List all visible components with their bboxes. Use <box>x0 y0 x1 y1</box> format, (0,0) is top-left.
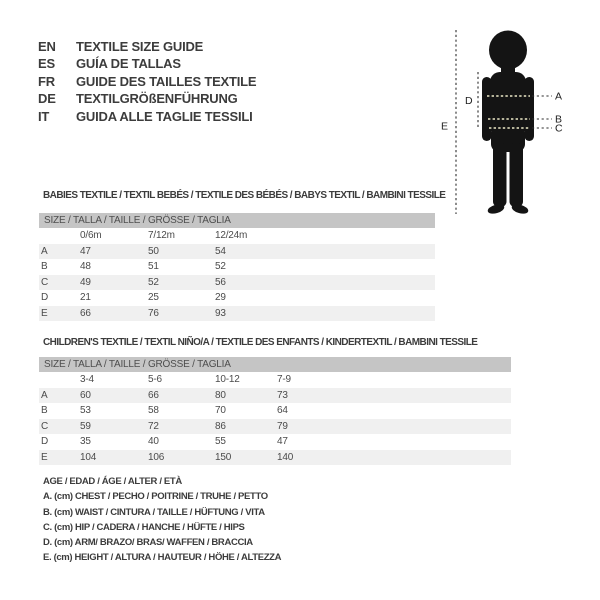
row-label: B <box>41 261 48 272</box>
table-row <box>39 306 435 322</box>
language-row <box>38 108 256 125</box>
children-size-table <box>39 357 511 465</box>
row-label: D <box>41 292 49 303</box>
cell-value: 21 <box>80 292 91 303</box>
table-col-header: 3-4 <box>80 374 94 385</box>
children-size-header-bar: SIZE / TALLA / TAILLE / GRÖSSE / TAGLIA <box>39 357 511 372</box>
language-list <box>38 38 256 125</box>
cell-value: 40 <box>148 436 159 447</box>
table-col-header: 7/12m <box>148 230 175 241</box>
measurement-legend <box>43 474 281 566</box>
cell-value: 140 <box>277 451 294 463</box>
row-label <box>39 228 77 244</box>
cell-value: 56 <box>215 276 226 288</box>
legend-item: D. (cm) ARM/ BRAZO/ BRAS/ WAFFEN / BRACCIA <box>43 537 253 549</box>
cell-value: 54 <box>215 245 226 257</box>
cell-value: 49 <box>80 276 91 288</box>
table-row <box>39 290 435 306</box>
table-row <box>39 403 511 419</box>
cell-value: 93 <box>215 307 226 319</box>
cell-value: 106 <box>148 451 165 463</box>
cell-value: 60 <box>80 389 91 401</box>
language-row <box>38 38 256 55</box>
row-label: C <box>41 420 49 432</box>
table-row <box>39 275 435 291</box>
language-title: TEXTILE SIZE GUIDE <box>76 39 204 54</box>
language-row <box>38 73 256 90</box>
legend-item: B. (cm) WAIST / CINTURA / TAILLE / HÜFTUNG / VITA <box>43 506 265 518</box>
row-label: A <box>41 245 48 257</box>
legend-item: E. (cm) HEIGHT / ALTURA / HAUTEUR / HÖHE / ALTEZZA <box>43 552 282 564</box>
language-code: FR <box>38 73 55 89</box>
cell-value: 52 <box>148 276 159 288</box>
table-row <box>39 228 435 244</box>
table-col-header: 10-12 <box>215 374 240 385</box>
language-row <box>38 55 256 72</box>
table-row <box>39 244 435 260</box>
language-title: GUIDE DES TAILLES TEXTILE <box>76 73 257 89</box>
age-heading: AGE / EDAD / ÁGE / ALTER / ETÀ <box>43 476 182 487</box>
legend-item: A. (cm) CHEST / PECHO / POITRINE / TRUHE / PETTO <box>43 491 268 503</box>
cell-value: 66 <box>80 307 91 319</box>
label-arm-d: D <box>465 95 473 107</box>
cell-value: 73 <box>277 389 288 401</box>
child-silhouette-icon <box>482 31 534 216</box>
cell-value: 55 <box>215 436 226 447</box>
table-col-header: 12/24m <box>215 230 248 241</box>
language-title: GUÍA DE TALLAS <box>76 56 181 72</box>
cell-value: 59 <box>80 420 91 432</box>
language-title: GUIDA ALLE TAGLIE TESSILI <box>76 108 253 124</box>
label-height-e: E <box>441 120 449 133</box>
cell-value: 72 <box>148 420 159 432</box>
row-label: D <box>41 436 49 447</box>
label-chest-a: A <box>555 90 563 103</box>
cell-value: 76 <box>148 307 159 319</box>
cell-value: 70 <box>215 405 226 416</box>
cell-value: 66 <box>148 389 159 401</box>
cell-value: 86 <box>215 420 226 432</box>
cell-value: 104 <box>80 451 97 463</box>
cell-value: 47 <box>80 245 91 257</box>
row-label: E <box>41 451 48 463</box>
language-title: TEXTILGRÖßENFÜHRUNG <box>76 91 238 107</box>
cell-value: 35 <box>80 436 91 447</box>
babies-section-title: BABIES TEXTILE / TEXTIL BEBÉS / TEXTILE DES BÉBÉS / BABYS TEXTIL / BAMBINI TESSILE <box>43 190 446 201</box>
table-row <box>39 434 511 450</box>
table-row <box>39 259 435 275</box>
row-label: A <box>41 389 48 401</box>
language-code: IT <box>38 108 50 124</box>
table-row <box>39 388 511 404</box>
table-row <box>39 419 511 435</box>
language-code: ES <box>38 56 55 72</box>
language-code: DE <box>38 91 56 107</box>
row-label: B <box>41 405 48 416</box>
legend-item: C. (cm) HIP / CADERA / HANCHE / HÜFTE / HIPS <box>43 521 245 533</box>
cell-value: 80 <box>215 389 226 401</box>
table-col-header: 0/6m <box>80 230 102 241</box>
cell-value: 51 <box>148 261 159 272</box>
cell-value: 47 <box>277 436 288 447</box>
table-row <box>39 450 511 466</box>
cell-value: 150 <box>215 451 232 463</box>
row-label: C <box>41 276 49 288</box>
children-section-title: CHILDREN'S TEXTILE / TEXTIL NIÑO/A / TEXTILE DES ENFANTS / KINDERTEXTIL / BAMBINI TESSILE <box>43 337 478 348</box>
cell-value: 53 <box>80 405 91 416</box>
label-waist-b: B <box>555 113 563 126</box>
cell-value: 79 <box>277 420 288 432</box>
language-row <box>38 90 256 107</box>
row-label <box>39 372 77 388</box>
child-measurement-diagram <box>435 25 580 220</box>
cell-value: 64 <box>277 405 288 416</box>
row-label: E <box>41 307 48 319</box>
label-hip-c: C <box>555 122 563 135</box>
cell-value: 52 <box>215 261 226 272</box>
cell-value: 29 <box>215 292 226 303</box>
cell-value: 25 <box>148 292 159 303</box>
cell-value: 58 <box>148 405 159 416</box>
language-code: EN <box>38 39 56 54</box>
table-col-header: 5-6 <box>148 374 162 385</box>
table-col-header: 7-9 <box>277 374 291 385</box>
babies-size-header-bar: SIZE / TALLA / TAILLE / GRÖSSE / TAGLIA <box>39 213 435 228</box>
table-row <box>39 372 511 388</box>
cell-value: 48 <box>80 261 91 272</box>
cell-value: 50 <box>148 245 159 257</box>
babies-size-table <box>39 213 435 321</box>
